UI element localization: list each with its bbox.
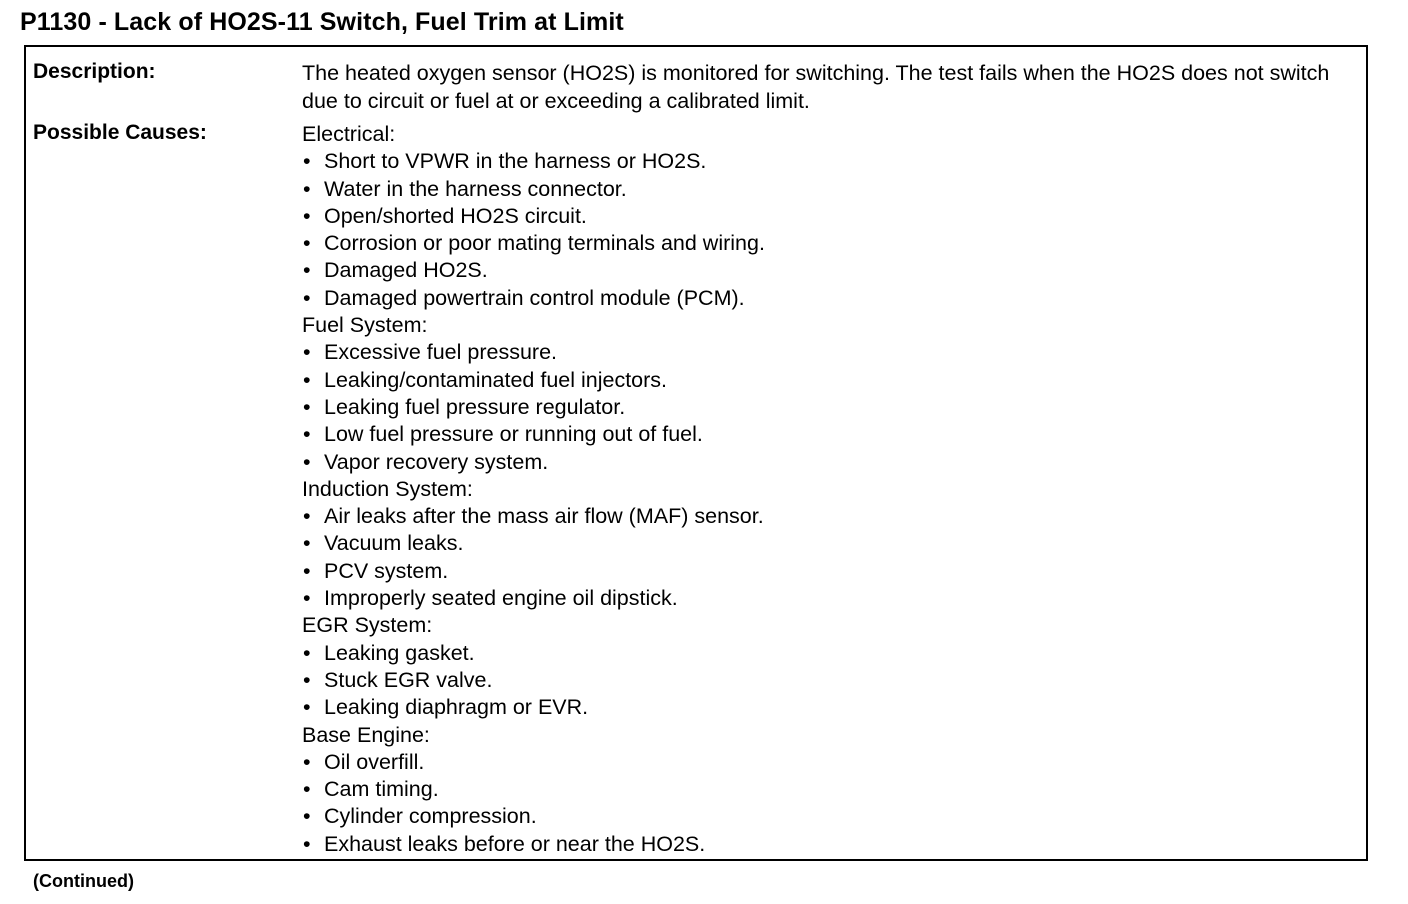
bullet-icon: •: [303, 176, 311, 201]
bullet-icon: •: [303, 531, 311, 556]
cause-item-text: Damaged HO2S.: [324, 258, 488, 283]
bullet-icon: •: [303, 640, 311, 665]
cause-list-item: [302, 257, 765, 284]
cause-group-heading: Electrical:: [302, 122, 396, 146]
cause-item-text: Leaking diaphragm or EVR.: [324, 695, 589, 720]
bullet-icon: •: [303, 149, 311, 174]
cause-list-item: [302, 831, 765, 858]
cause-item-text: Leaking gasket.: [324, 640, 475, 665]
bullet-icon: •: [303, 367, 311, 392]
cause-list-item: [302, 585, 765, 612]
cause-list-item: [302, 449, 765, 476]
cause-item-text: Damaged powertrain control module (PCM).: [324, 285, 745, 310]
page-title: P1130 - Lack of HO2S-11 Switch, Fuel Trim at Limit: [20, 8, 624, 36]
bullet-icon: •: [303, 558, 311, 583]
cause-item-text: Excessive fuel pressure.: [324, 340, 558, 365]
cause-item-text: Air leaks after the mass air flow (MAF) sensor.: [324, 504, 764, 529]
cause-item-text: Water in the harness connector.: [324, 176, 627, 201]
continued-note: (Continued): [33, 871, 134, 891]
bullet-icon: •: [303, 203, 311, 228]
cause-list-item: [302, 421, 765, 448]
cause-item-text: Oil overfill.: [324, 749, 425, 774]
cause-item-text: Exhaust leaks before or near the HO2S.: [324, 831, 706, 856]
cause-group-heading: Induction System:: [302, 476, 473, 501]
cause-item-text: Vacuum leaks.: [324, 531, 464, 556]
cause-list-item: [302, 230, 765, 257]
cause-list-item: [302, 339, 765, 366]
cause-item-text: Cam timing.: [324, 777, 439, 802]
bullet-icon: •: [303, 285, 311, 310]
bullet-icon: •: [303, 231, 311, 256]
cause-item-text: Leaking/contaminated fuel injectors.: [324, 367, 668, 392]
possible-causes-label: Possible Causes:: [33, 121, 207, 144]
bullet-icon: •: [303, 394, 311, 419]
bullet-icon: •: [303, 667, 311, 692]
cause-list-item: [302, 640, 765, 667]
cause-list-item: [302, 203, 765, 230]
cause-list-item: [302, 285, 765, 312]
cause-item-text: Improperly seated engine oil dipstick.: [324, 586, 678, 611]
cause-group-heading: Base Engine:: [302, 722, 430, 747]
cause-item-text: Low fuel pressure or running out of fuel.: [324, 422, 703, 447]
bullet-icon: •: [303, 695, 311, 720]
bullet-icon: •: [303, 340, 311, 365]
cause-list-item: [302, 667, 765, 694]
cause-item-text: Stuck EGR valve.: [324, 667, 493, 692]
info-table: [24, 45, 1368, 861]
cause-group-heading: Fuel System:: [302, 313, 428, 338]
bullet-icon: •: [303, 449, 311, 474]
cause-list-item: [302, 394, 765, 421]
cause-item-text: Cylinder compression.: [324, 804, 537, 829]
bullet-icon: •: [303, 258, 311, 283]
cause-item-text: Corrosion or poor mating terminals and wiring.: [324, 231, 765, 256]
possible-causes-list: [302, 121, 765, 858]
cause-list-item: [302, 148, 765, 175]
cause-item-text: Short to VPWR in the harness or HO2S.: [324, 149, 707, 174]
bullet-icon: •: [303, 777, 311, 802]
bullet-icon: •: [303, 804, 311, 829]
cause-item-text: PCV system.: [324, 558, 449, 583]
cause-list-item: [302, 776, 765, 803]
bullet-icon: •: [303, 504, 311, 529]
cause-list-item: [302, 176, 765, 203]
bullet-icon: •: [303, 749, 311, 774]
cause-list-item: [302, 558, 765, 585]
cause-item-text: Vapor recovery system.: [324, 449, 549, 474]
cause-list-item: [302, 749, 765, 776]
cause-list-item: [302, 803, 765, 830]
bullet-icon: •: [303, 831, 311, 856]
bullet-icon: •: [303, 586, 311, 611]
cause-item-text: Open/shorted HO2S circuit.: [324, 203, 587, 228]
cause-list-item: [302, 694, 765, 721]
cause-list-item: [302, 530, 765, 557]
cause-item-text: Leaking fuel pressure regulator.: [324, 394, 626, 419]
cause-list-item: [302, 503, 765, 530]
cause-list-item: [302, 367, 765, 394]
description-text: The heated oxygen sensor (HO2S) is monitored for switching. The test fails when the HO2S does not switch due to circuit or fuel at or exceeding a calibrated limit.: [302, 61, 1330, 113]
bullet-icon: •: [303, 422, 311, 447]
cause-group-heading: EGR System:: [302, 613, 433, 638]
description-label: Description:: [33, 60, 156, 83]
